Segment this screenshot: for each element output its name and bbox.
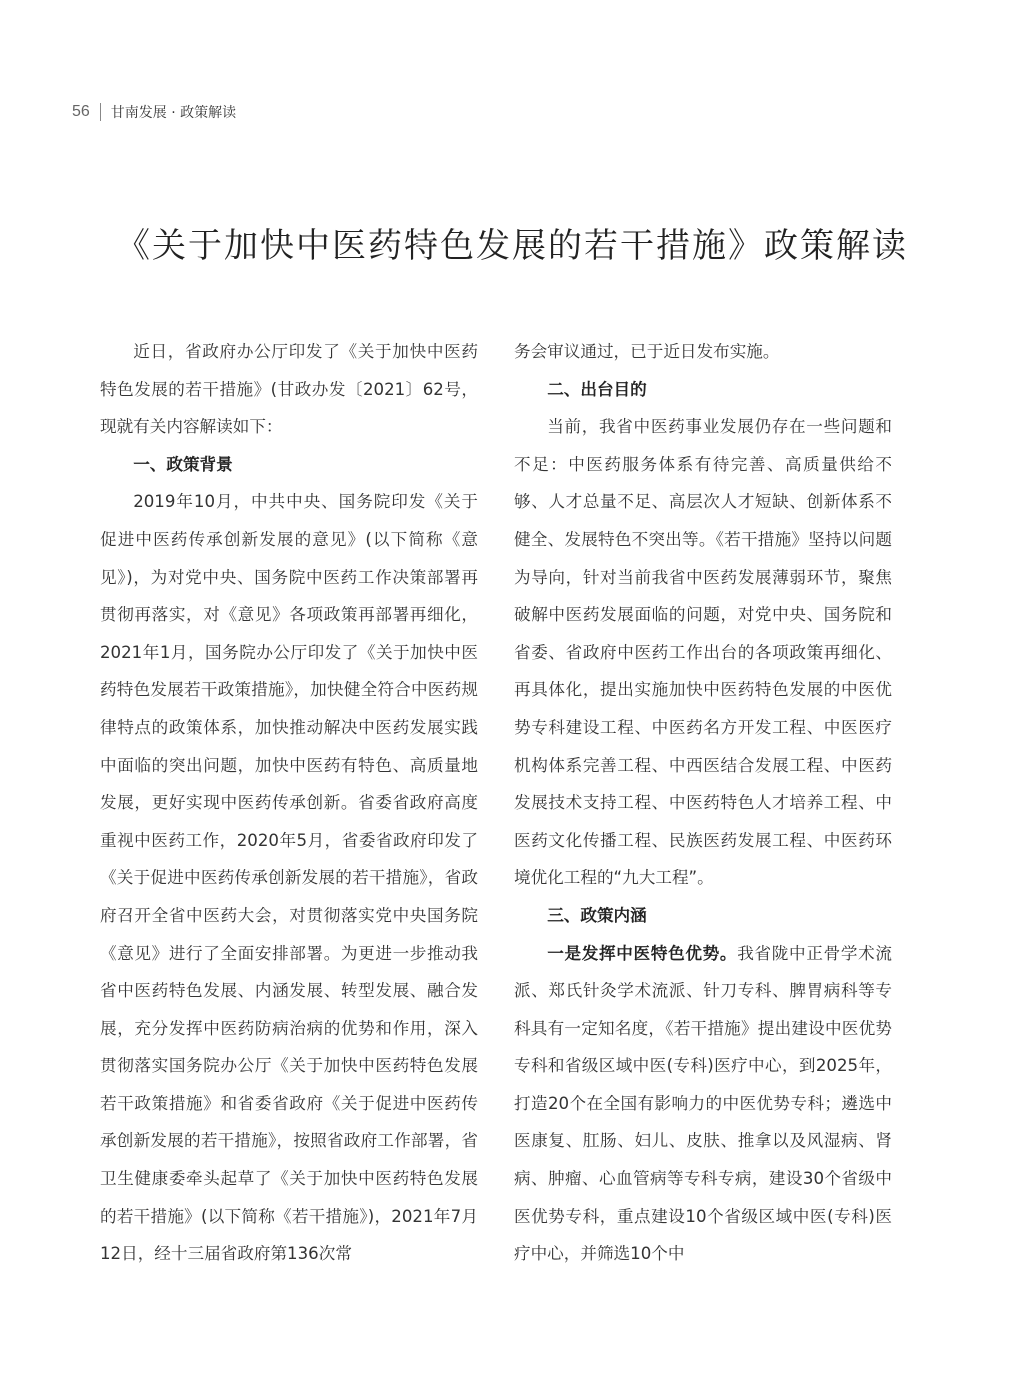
- article-title: 《关于加快中医药特色发展的若干措施》政策解读: [116, 226, 908, 266]
- right-column: [514, 333, 892, 1273]
- running-header: [72, 101, 236, 123]
- section3-lead: 一是发挥中医特色优势。: [547, 943, 738, 963]
- section3-paragraph: [514, 935, 892, 1273]
- section2-heading: 二、出台目的: [547, 379, 647, 399]
- section3-heading: 三、政策内涵: [547, 905, 647, 925]
- header-divider: [100, 103, 101, 121]
- section1-paragraph: 2019年10月，中共中央、国务院印发《关于促进中医药传承创新发展的意见》(以下简称《意见》)，为对党中央、国务院中医药工作决策部署再贯彻再落实，对《意见》各项政策再部署再细化，2021年1月，国务院办公厅印发了《关于加快中医药特色发展若干政策措施》，加快健全符合中医药规律特点的政策体系，加快推动解决中医药发展实践中面临的突出问题，加快中医药有特色、高质量地发展，更好实现中医药传承创新。省委省政府高度重视中医药工作，2020年5月，省委省政府印发了《关于促进中医药传承创新发展的若干措施》，省政府召开全省中医药大会，对贯彻落实党中央国务院《意见》进行了全面安排部署。为更进一步推动我省中医药特色发展、内涵发展、转型发展、融合发展，充分发挥中医药防病治病的优势和作用，深入贯彻落实国务院办公厅《关于加快中医药特色发展若干政策措施》和省委省政府《关于促进中医药传承创新发展的若干措施》，按照省政府工作部署，省卫生健康委牵头起草了《关于加快中医药特色发展的若干措施》(以下简称《若干措施》)，2021年7月12日，经十三届省政府第136次常: [100, 492, 478, 1264]
- left-column: [100, 333, 478, 1273]
- intro-paragraph: 近日，省政府办公厅印发了《关于加快中医药特色发展的若干措施》(甘政办发〔2021〕62号，现就有关内容解读如下：: [100, 342, 478, 437]
- running-title: 甘南发展 · 政策解读: [110, 105, 237, 121]
- section2-paragraph: 当前，我省中医药事业发展仍存在一些问题和不足：中医药服务体系有待完善、高质量供给不够、人才总量不足、高层次人才短缺、创新体系不健全、发展特色不突出等。《若干措施》坚持以问题为导向，针对当前我省中医药发展薄弱环节，聚焦破解中医药发展面临的问题，对党中央、国务院和省委、省政府中医药工作出台的各项政策再细化、再具体化，提出实施加快中医药特色发展的中医优势专科建设工程、中医药名方开发工程、中医医疗机构体系完善工程、中西医结合发展工程、中医药发展技术支持工程、中医药特色人才培养工程、中医药文化传播工程、民族医药发展工程、中医药环境优化工程的“九大工程”。: [514, 417, 892, 888]
- section1-heading: 一、政策背景: [133, 454, 233, 474]
- section1-paragraph-continued: 务会审议通过，已于近日发布实施。: [514, 342, 780, 361]
- section3-body: 我省陇中正骨学术流派、郑氏针灸学术流派、针刀专科、脾胃病科等专科具有一定知名度，《若干措施》提出建设中医优势专科和省级区域中医(专科)医疗中心，到2025年，打造20个在全国有影响力的中医优势专科；遴选中医康复、肛肠、妇儿、皮肤、推拿以及风湿病、肾病、肿瘤、心血管病等专科专病，建设30个省级中医优势专科，重点建设10个省级区域中医(专科)医疗中心，并筛选10个中: [514, 943, 893, 1264]
- page-number: 56: [72, 103, 90, 120]
